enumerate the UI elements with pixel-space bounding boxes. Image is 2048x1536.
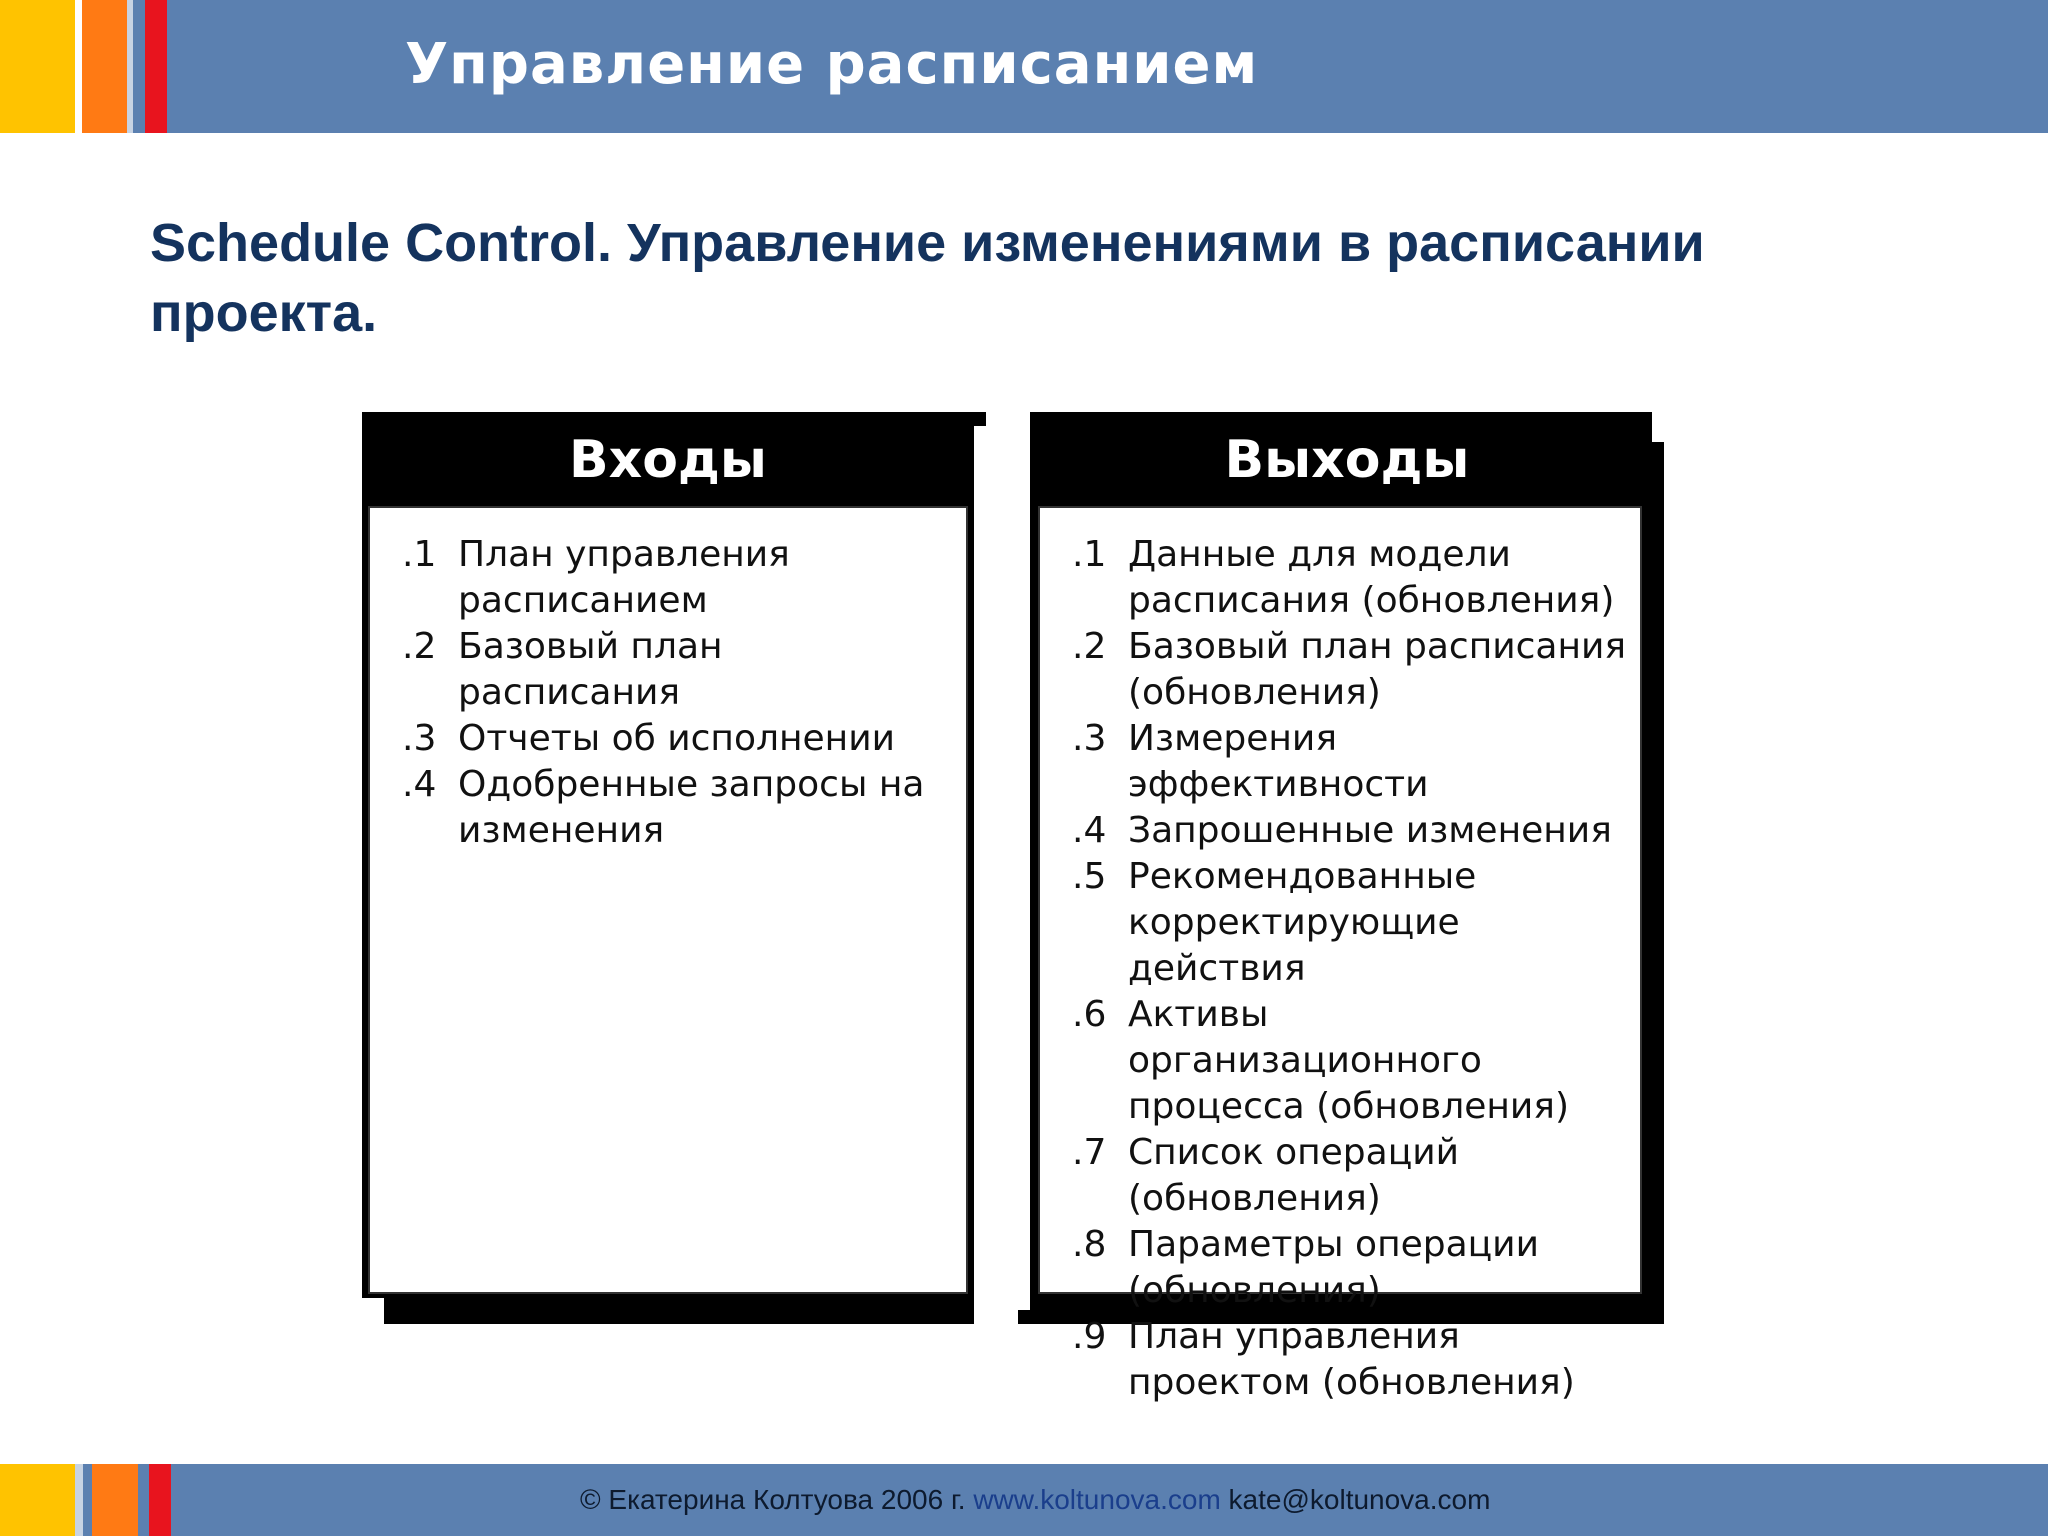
footer-bar xyxy=(0,1464,2048,1536)
list-item xyxy=(402,716,956,762)
inputs-list xyxy=(402,532,956,854)
list-item xyxy=(1072,716,1630,808)
item-number: .1 xyxy=(402,534,437,575)
connector-nub xyxy=(974,412,986,426)
inputs-outputs-diagram xyxy=(362,412,1664,1403)
list-item xyxy=(1072,808,1630,854)
inputs-body xyxy=(368,506,968,1294)
outputs-heading: Выходы xyxy=(1224,430,1470,490)
list-item xyxy=(1072,1130,1630,1222)
list-item xyxy=(1072,624,1630,716)
item-number: .6 xyxy=(1072,994,1107,1035)
header-bar xyxy=(0,0,2048,133)
email-text: kate@koltunova.com xyxy=(1228,1484,1491,1515)
item-text: Список операций (обновления) xyxy=(1128,1132,1459,1219)
inputs-panel xyxy=(362,412,974,1324)
red-stripe xyxy=(145,0,167,133)
outputs-panel xyxy=(1030,412,1664,1403)
inputs-heading: Входы xyxy=(569,430,767,490)
item-number: .1 xyxy=(1072,534,1107,575)
item-number: .5 xyxy=(1072,856,1107,897)
item-text: Базовый план расписания (обновления) xyxy=(1128,626,1627,713)
item-text: Данные для модели расписания (обновления) xyxy=(1128,534,1615,621)
item-text: План управления проектом (обновления) xyxy=(1128,1316,1575,1403)
list-item xyxy=(1072,992,1630,1130)
item-number: .8 xyxy=(1072,1224,1107,1265)
list-item xyxy=(1072,854,1630,992)
item-number: .3 xyxy=(1072,718,1107,759)
yellow-stripe xyxy=(0,0,75,133)
orange-stripe xyxy=(92,1464,138,1536)
list-item xyxy=(402,624,956,716)
item-text: Отчеты об исполнении xyxy=(458,718,896,759)
list-item xyxy=(402,762,956,854)
connector-nub xyxy=(1018,1310,1030,1324)
footer-text xyxy=(580,1484,1490,1516)
item-text: План управления расписанием xyxy=(458,534,790,621)
copyright-text: © Екатерина Колтуова 2006 г. xyxy=(580,1484,966,1515)
orange-stripe xyxy=(82,0,127,133)
item-number: .4 xyxy=(402,764,437,805)
list-item xyxy=(402,532,956,624)
item-number: .3 xyxy=(402,718,437,759)
item-number: .2 xyxy=(402,626,437,667)
yellow-stripe xyxy=(0,1464,75,1536)
item-text: Рекомендованные корректирующие действия xyxy=(1128,856,1477,989)
item-text: Одобренные запросы на изменения xyxy=(458,764,925,851)
item-text: Параметры операции (обновления) xyxy=(1128,1224,1539,1311)
list-item xyxy=(1072,1222,1630,1314)
list-item xyxy=(1072,1314,1630,1406)
outputs-list xyxy=(1072,532,1630,1406)
panel-notch xyxy=(1652,412,1664,442)
item-text: Запрошенные изменения xyxy=(1128,810,1612,851)
item-text: Активы организационного процесса (обновления) xyxy=(1128,994,1569,1127)
item-text: Базовый план расписания xyxy=(458,626,723,713)
list-item xyxy=(1072,532,1630,624)
item-number: .2 xyxy=(1072,626,1107,667)
item-number: .7 xyxy=(1072,1132,1107,1173)
blue-stripe xyxy=(133,0,145,133)
outputs-body xyxy=(1038,506,1642,1403)
website-link[interactable]: www.koltunova.com xyxy=(973,1484,1221,1515)
item-number: .9 xyxy=(1072,1316,1107,1357)
item-text: Измерения эффективности xyxy=(1128,718,1429,805)
slide-header-title: Управление расписанием xyxy=(405,32,1259,97)
stripe-gap xyxy=(75,1464,83,1536)
stripe-gap xyxy=(75,0,82,133)
panel-notch xyxy=(362,1298,384,1324)
red-stripe xyxy=(149,1464,171,1536)
slide-subtitle: Schedule Control. Управление изменениями в расписании проекта. xyxy=(150,213,1705,343)
item-number: .4 xyxy=(1072,810,1107,851)
